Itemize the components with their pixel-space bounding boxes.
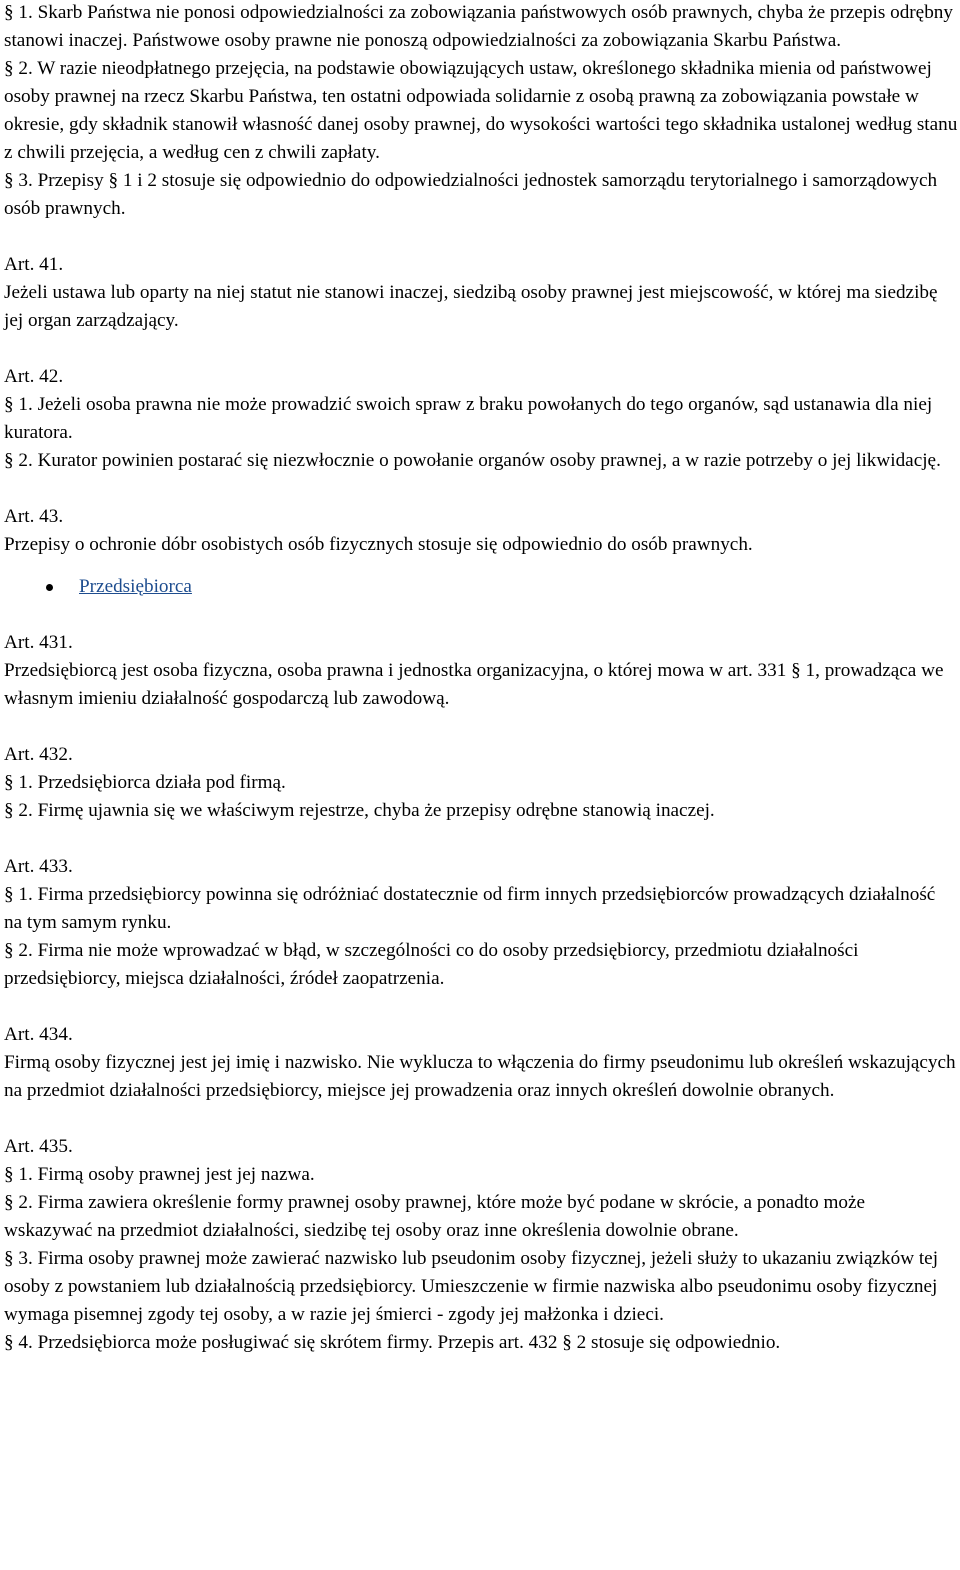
spacer — [4, 475, 958, 503]
spacer — [4, 993, 958, 1021]
spacer — [4, 713, 958, 741]
art40-paragraph-3: § 3. Przepisy § 1 i 2 stosuje się odpowiednio do odpowiedzialności jednostek samorządu terytorialnego i samorządowych osób prawnych. — [4, 170, 938, 219]
spacer — [4, 601, 958, 615]
art40-paragraph-1: § 1. Skarb Państwa nie ponosi odpowiedzialności za zobowiązania państwowych osób prawnych, chyba że przepis odrębny stanowi inaczej. Państwowe osoby prawne nie ponoszą odpowiedzialności za zobowiązania Skarbu Państwa. — [4, 2, 953, 51]
art43-1-text: Przedsiębiorcą jest osoba fizyczna, osoba prawna i jednostka organizacyjna, o której mowa w art. 331 § 1, prowadząca we własnym imieniu działalność gospodarczą lub zawodową. — [4, 660, 944, 709]
art40-paragraph-2: § 2. W razie nieodpłatnego przejęcia, na podstawie obowiązujących ustaw, określonego składnika mienia od państwowej osoby prawnej na rzecz Skarbu Państwa, ten ostatni odpowiada solidarnie z osobą prawną za zobowiązania powstałe w okresie, gdy składnik stanowił własność danej osoby prawnej, do wysokości wartości tego składnika ustalonej według stanu z chwili przejęcia, a według cen z chwili zapłaty. — [4, 58, 958, 163]
art43-5-heading: Art. 435. — [4, 1136, 73, 1157]
art43-2-heading: Art. 432. — [4, 744, 73, 765]
art43-4-heading: Art. 434. — [4, 1024, 73, 1045]
art43-2-paragraph-1: § 1. Przedsiębiorca działa pod firmą. — [4, 772, 286, 793]
spacer — [4, 559, 958, 573]
art43-5-paragraph-2: § 2. Firma zawiera określenie formy prawnej osoby prawnej, które może być podane w skrócie, a ponadto może wskazywać na przedmiot działalności, siedzibę tej osoby oraz inne określenia dowolnie obrane. — [4, 1192, 866, 1241]
art43-1-heading: Art. 431. — [4, 632, 73, 653]
art41-heading: Art. 41. — [4, 254, 64, 275]
art42-paragraph-1: § 1. Jeżeli osoba prawna nie może prowadzić swoich spraw z braku powołanych do tego organów, sąd ustanawia dla niej kuratora. — [4, 394, 933, 443]
art43-heading: Art. 43. — [4, 506, 64, 527]
spacer — [4, 825, 958, 853]
document-body — [4, 0, 958, 1357]
spacer — [4, 335, 958, 363]
art42-heading: Art. 42. — [4, 366, 64, 387]
art43-5-paragraph-1: § 1. Firmą osoby prawnej jest jej nazwa. — [4, 1164, 315, 1185]
art43-3-heading: Art. 433. — [4, 856, 73, 877]
art43-5-paragraph-4: § 4. Przedsiębiorca może posługiwać się skrótem firmy. Przepis art. 432 § 2 stosuje się odpowiednio. — [4, 1332, 781, 1353]
art43-text: Przepisy o ochronie dóbr osobistych osób fizycznych stosuje się odpowiednio do osób prawnych. — [4, 534, 753, 555]
art42-paragraph-2: § 2. Kurator powinien postarać się niezwłocznie o powołanie organów osoby prawnej, a w razie potrzeby o jej likwidację. — [4, 450, 941, 471]
list-item — [4, 573, 958, 601]
art43-3-paragraph-1: § 1. Firma przedsiębiorcy powinna się odróżniać dostatecznie od firm innych przedsiębiorców prowadzących działalność na tym samym rynku. — [4, 884, 936, 933]
spacer — [4, 1105, 958, 1133]
art43-4-text: Firmą osoby fizycznej jest jej imię i nazwisko. Nie wyklucza to włączenia do firmy pseudonimu lub określeń wskazujących na przedmiot działalności przedsiębiorcy, miejsce jej prowadzenia oraz innych określeń dowolnie obranych. — [4, 1052, 956, 1101]
art43-2-paragraph-2: § 2. Firmę ujawnia się we właściwym rejestrze, chyba że przepisy odrębne stanowią inaczej. — [4, 800, 715, 821]
spacer — [4, 223, 958, 251]
spacer — [4, 615, 958, 629]
art43-5-paragraph-3: § 3. Firma osoby prawnej może zawierać nazwisko lub pseudonim osoby fizycznej, jeżeli służy to ukazaniu związków tej osoby z powstaniem lub działalnością przedsiębiorcy. Umieszczenie w firmie nazwiska albo pseudonimu osoby fizycznej wymaga pisemnej zgody tej osoby, a w razie jej śmierci - zgody jej małżonka i dzieci. — [4, 1248, 939, 1325]
bullet-icon — [46, 584, 53, 591]
art41-text: Jeżeli ustawa lub oparty na niej statut nie stanowi inaczej, siedzibą osoby prawnej jest miejscowość, w której ma siedzibę jej organ zarządzający. — [4, 282, 938, 331]
art43-3-paragraph-2: § 2. Firma nie może wprowadzać w błąd, w szczególności co do osoby przedsiębiorcy, przedmiotu działalności przedsiębiorcy, miejsca działalności, źródeł zaopatrzenia. — [4, 940, 859, 989]
przedsiebiorca-link[interactable]: Przedsiębiorca — [79, 576, 192, 597]
